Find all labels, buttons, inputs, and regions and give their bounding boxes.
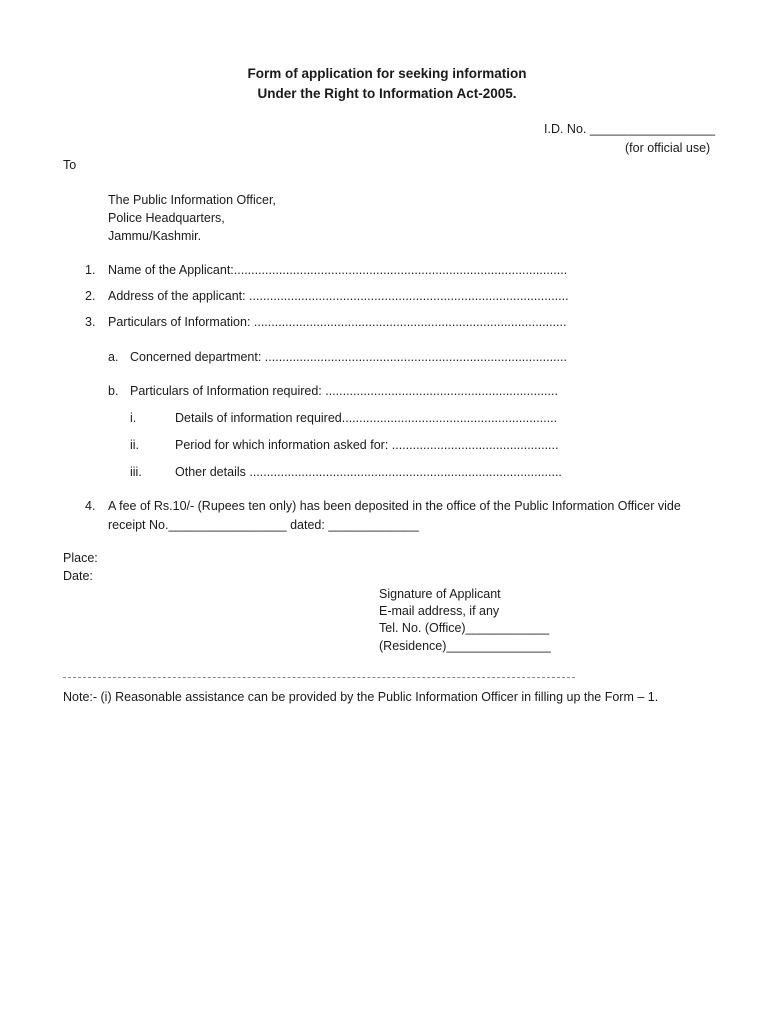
fee-statement: A fee of Rs.10/- (Rupees ten only) has been deposited in the office of the Public Information Officer vide bbox=[108, 499, 681, 513]
receipt-field: receipt No._________________ dated: _____________ bbox=[108, 518, 419, 532]
period-field: Period for which information asked for: ................................................ bbox=[175, 438, 559, 452]
addressee-line: Police Headquarters, bbox=[108, 211, 225, 225]
addressee-line: The Public Information Officer, bbox=[108, 193, 276, 207]
email-label: E-mail address, if any bbox=[379, 604, 500, 618]
other-details-field: Other details .......................................................................................... bbox=[175, 465, 562, 479]
item-number: 2. bbox=[85, 289, 96, 303]
item-number: 4. bbox=[85, 499, 96, 513]
subitem-letter: b. bbox=[108, 384, 119, 398]
office-phone-field: Tel. No. (Office)____________ bbox=[379, 621, 550, 635]
residence-phone-field: (Residence)_______________ bbox=[379, 639, 551, 653]
applicant-address-field: Address of the applicant: ............................................................................................ bbox=[108, 289, 569, 303]
item-number: 1. bbox=[85, 263, 96, 277]
id-number-note: (for official use) bbox=[625, 141, 711, 155]
item-number: 3. bbox=[85, 315, 96, 329]
subitem-roman: iii. bbox=[130, 465, 142, 479]
footer-note: Note:- (i) Reasonable assistance can be provided by the Public Information Officer in filling up the Form – 1. bbox=[63, 690, 659, 704]
divider bbox=[63, 677, 575, 678]
place-label: Place: bbox=[63, 551, 98, 565]
title-line-2: Under the Right to Information Act-2005. bbox=[257, 86, 517, 101]
subitem-roman: i. bbox=[130, 411, 137, 425]
details-field: Details of information required.............................................................. bbox=[175, 411, 558, 425]
subitem-roman: ii. bbox=[130, 438, 140, 452]
title-line-1: Form of application for seeking information bbox=[247, 66, 527, 81]
id-number-field: I.D. No. __________________ bbox=[544, 122, 715, 136]
subitem-letter: a. bbox=[108, 350, 119, 364]
date-label: Date: bbox=[63, 569, 93, 583]
addressee-line: Jammu/Kashmir. bbox=[108, 229, 202, 243]
particulars-field: Particulars of Information: .......................................................................................... bbox=[108, 315, 567, 329]
info-required-field: Particulars of Information required: ................................................................... bbox=[130, 384, 558, 398]
department-field: Concerned department: ....................................................................................... bbox=[130, 350, 567, 364]
to-label: To bbox=[63, 158, 77, 172]
applicant-name-field: Name of the Applicant:................................................................................................ bbox=[108, 263, 568, 277]
signature-label: Signature of Applicant bbox=[379, 587, 501, 601]
